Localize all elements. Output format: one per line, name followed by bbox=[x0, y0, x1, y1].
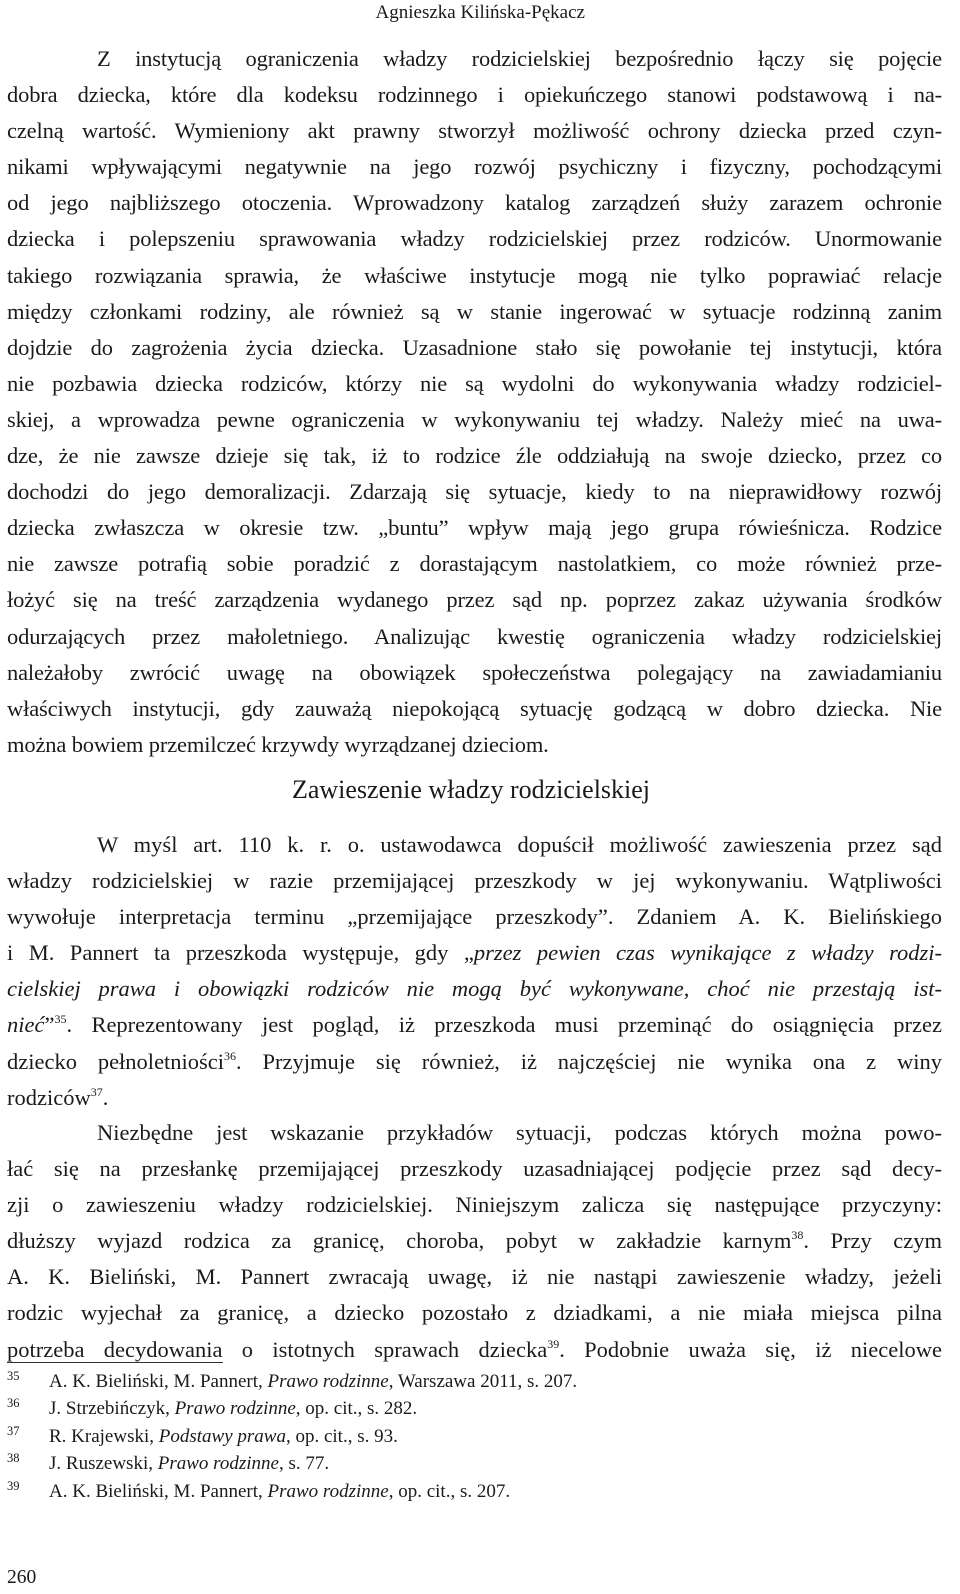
footnote-ref-36[interactable]: 36 bbox=[224, 1048, 237, 1063]
text-line: A. K. Bieliński, M. Pannert zwracają uwagę, iż nie nastąpi zawieszenie władzy, jeżeli bbox=[7, 1264, 942, 1290]
footnote-36 bbox=[7, 1395, 907, 1422]
footnote-ref-37[interactable]: 37 bbox=[90, 1084, 103, 1099]
text-line: nie zawsze potrafią sobie poradzić z dorastającym nastolatkiem, co może również prze- bbox=[7, 551, 942, 577]
text-run: . Przyjmuje się również, iż najczęściej nie wynika ona z winy bbox=[236, 1048, 942, 1074]
text-line: właściwych instytucji, gdy zauważą niepokojącą sytuację godzącą w dobro dziecka. Nie bbox=[7, 695, 942, 721]
paragraph-1 bbox=[7, 41, 942, 763]
quote-italic: nieć bbox=[7, 1012, 45, 1038]
text-run: . bbox=[102, 1084, 109, 1110]
text-run: , op. cit., s. 282. bbox=[295, 1398, 418, 1420]
text-run: J. Ruszewski, bbox=[49, 1453, 158, 1475]
text-line: Z instytucją ograniczenia władzy rodzicielskiej bezpośrednio łączy się pojęcie bbox=[97, 46, 942, 71]
text-run: dłuższy wyjazd rodzica za granicę, choroba, pobyt w zakładzie karnym bbox=[7, 1228, 792, 1254]
text-line: odurzających przez małoletniego. Analizując kwestię ograniczenia władzy rodzicielskiej bbox=[7, 623, 942, 649]
footnote-ref-39[interactable]: 39 bbox=[547, 1336, 560, 1351]
page-number: 260 bbox=[7, 1567, 37, 1588]
book-title: Prawo rodzinne bbox=[174, 1398, 296, 1420]
paragraph-2 bbox=[7, 827, 942, 1116]
footnotes bbox=[7, 1368, 907, 1505]
text-line: dziecka i polepszeniu sprawowania władzy rodzicielskiej przez rodziców. Unormowanie bbox=[7, 226, 942, 252]
footnote-37 bbox=[7, 1423, 907, 1450]
footnote-number: 35 bbox=[7, 1369, 20, 1383]
text-line: dojdzie do zagrożenia życia dziecka. Uzasadnione stało się powołanie tej instytucji, która bbox=[7, 334, 942, 360]
text-line: należałoby zwrócić uwagę na obowiązek społeczeństwa polegający na zawiadamianiu bbox=[7, 659, 942, 685]
section-heading: Zawieszenie władzy rodzicielskiej bbox=[291, 775, 651, 804]
text-line: władzy rodzicielskiej w razie przemijającej przeszkody w jej wykonywaniu. Wątpliwości bbox=[7, 868, 942, 894]
book-title: Prawo rodzinne bbox=[157, 1453, 279, 1475]
footnote-number: 37 bbox=[7, 1423, 20, 1438]
text-line bbox=[7, 1080, 942, 1116]
text-run: , Warszawa 2011, s. 207. bbox=[388, 1371, 578, 1392]
quote-italic: przez pewien czas wynikające z władzy rodzi- bbox=[473, 940, 943, 966]
text-run: . Przy czym bbox=[803, 1228, 943, 1254]
text-line: łożyć się na treść zarządzenia wydanego przez sąd np. poprzez zakaz używania środków bbox=[7, 587, 942, 613]
text-line: W myśl art. 110 k. r. o. ustawodawca dopuścił możliwość zawieszenia przez sąd bbox=[97, 832, 942, 857]
text-line: Niezbędne jest wskazanie przykładów sytuacji, podczas których można powo- bbox=[97, 1120, 942, 1145]
text-run: , op. cit., s. 207. bbox=[388, 1480, 511, 1502]
text-line: dochodzi do jego demoralizacji. Zdarzają się sytuacje, kiedy to na nieprawidłowy rozwój bbox=[7, 479, 942, 505]
footnote-35 bbox=[7, 1368, 907, 1395]
text-run: , s. 77. bbox=[278, 1453, 330, 1475]
book-title: Prawo rodzinne bbox=[267, 1480, 389, 1502]
footnote-ref-35[interactable]: 35 bbox=[54, 1012, 67, 1027]
text-line: rodzic wyjechał za granicę, a dziecko pozostało z dziadkami, a nie miała miejsca pilna bbox=[7, 1300, 942, 1326]
text-line: wywołuje interpretacja terminu „przemijające przeszkody”. Zdaniem A. K. Bielińskiego bbox=[7, 904, 942, 930]
text-run: A. K. Bieliński, M. Pannert, bbox=[49, 1371, 268, 1392]
text-line: nie pozbawia dziecka rodziców, którzy nie są wydolni do wykonywania władzy rodziciel- bbox=[7, 370, 942, 396]
book-title: Prawo rodzinne bbox=[267, 1371, 389, 1392]
paragraph-3 bbox=[7, 1115, 942, 1368]
footnote-number: 36 bbox=[7, 1396, 20, 1411]
text-line: łać się na przesłankę przemijającej przeszkody uzasadniającej podjęcie przez sąd decy- bbox=[7, 1156, 942, 1182]
text-line: takiego rozwiązania sprawia, że właściwe instytucje mogą nie tylko poprawiać relacje bbox=[7, 262, 942, 288]
text-run: i M. Pannert ta przeszkoda występuje, gdy „ bbox=[7, 940, 474, 966]
text-line: czelną wartość. Wymieniony akt prawny stworzył możliwość ochrony dziecka przed czyn- bbox=[7, 118, 942, 144]
text-run: . Reprezentowany jest pogląd, iż przeszkoda musi przeminąć do osiągnięcia przez bbox=[66, 1012, 942, 1038]
footnote-text bbox=[49, 1423, 398, 1450]
text-run: J. Strzebińczyk, bbox=[49, 1398, 175, 1420]
text-run: dziecko pełnoletniości bbox=[7, 1048, 225, 1074]
text-run: , op. cit., s. 93. bbox=[285, 1425, 398, 1447]
quote-italic: cielskiej prawa i obowiązki rodziców nie mogą być wykonywane, choć nie przestają ist- bbox=[7, 976, 942, 1002]
footnote-39 bbox=[7, 1478, 907, 1505]
text-run: . Podobnie uważa się, iż niecelowe bbox=[559, 1336, 942, 1362]
text-run: R. Krajewski, bbox=[49, 1425, 159, 1447]
text-run: potrzeba decydowania o istotnych sprawach dziecka bbox=[7, 1336, 548, 1362]
text-run: A. K. Bieliński, M. Pannert, bbox=[49, 1480, 268, 1502]
text-line: nikami wpływającymi negatywnie na jego rozwój psychiczny i fizyczny, pochodzącymi bbox=[7, 154, 942, 180]
text-line bbox=[7, 1223, 942, 1259]
footnote-ref-38[interactable]: 38 bbox=[791, 1228, 804, 1243]
footnote-text bbox=[49, 1478, 510, 1505]
header-author: Agnieszka Kilińska-Pękacz bbox=[375, 2, 585, 23]
text-line: dobra dziecka, które dla kodeksu rodzinnego i opiekuńczego stanowi podstawową i na- bbox=[7, 82, 942, 108]
text-line: skiej, a wprowadza pewne ograniczenia w wykonywaniu tej władzy. Należy mieć na uwa- bbox=[7, 406, 942, 432]
text-line: zji o zawieszeniu władzy rodzicielskiej. Niniejszym zalicza się następujące przyczyny: bbox=[7, 1192, 942, 1218]
footnote-38 bbox=[7, 1450, 907, 1477]
text-line: od jego najbliższego otoczenia. Wprowadzony katalog zarządzeń służy zarazem ochronie bbox=[7, 190, 942, 216]
footnote-number: 39 bbox=[7, 1478, 20, 1493]
text-line: dze, że nie zawsze dzieje się tak, iż to rodzice źle oddziałują na swoje dziecko, przez co bbox=[7, 443, 942, 469]
footnote-separator bbox=[7, 1362, 223, 1363]
running-header bbox=[0, 0, 960, 26]
text-run: rodziców bbox=[7, 1084, 91, 1110]
text-line: między członkami rodziny, ale również są w stanie ingerować w sytuacje rodzinną zanim bbox=[7, 298, 942, 324]
text-line bbox=[7, 971, 942, 1007]
text-line: można bowiem przemilczeć krzywdy wyrządzanej dzieciom. bbox=[7, 731, 549, 757]
footnote-text bbox=[49, 1450, 329, 1477]
footnote-text bbox=[49, 1368, 577, 1395]
footnote-number: 38 bbox=[7, 1451, 20, 1466]
text-run: ” bbox=[44, 1012, 55, 1038]
text-line: dziecka zwłaszcza w okresie tzw. „buntu” wpływ mają jego grupa rówieśnicza. Rodzice bbox=[7, 515, 942, 541]
text-line bbox=[7, 935, 942, 971]
book-title: Podstawy prawa bbox=[158, 1425, 286, 1447]
footnote-text bbox=[49, 1395, 417, 1422]
text-line bbox=[7, 1044, 942, 1080]
text-line bbox=[7, 1007, 942, 1043]
